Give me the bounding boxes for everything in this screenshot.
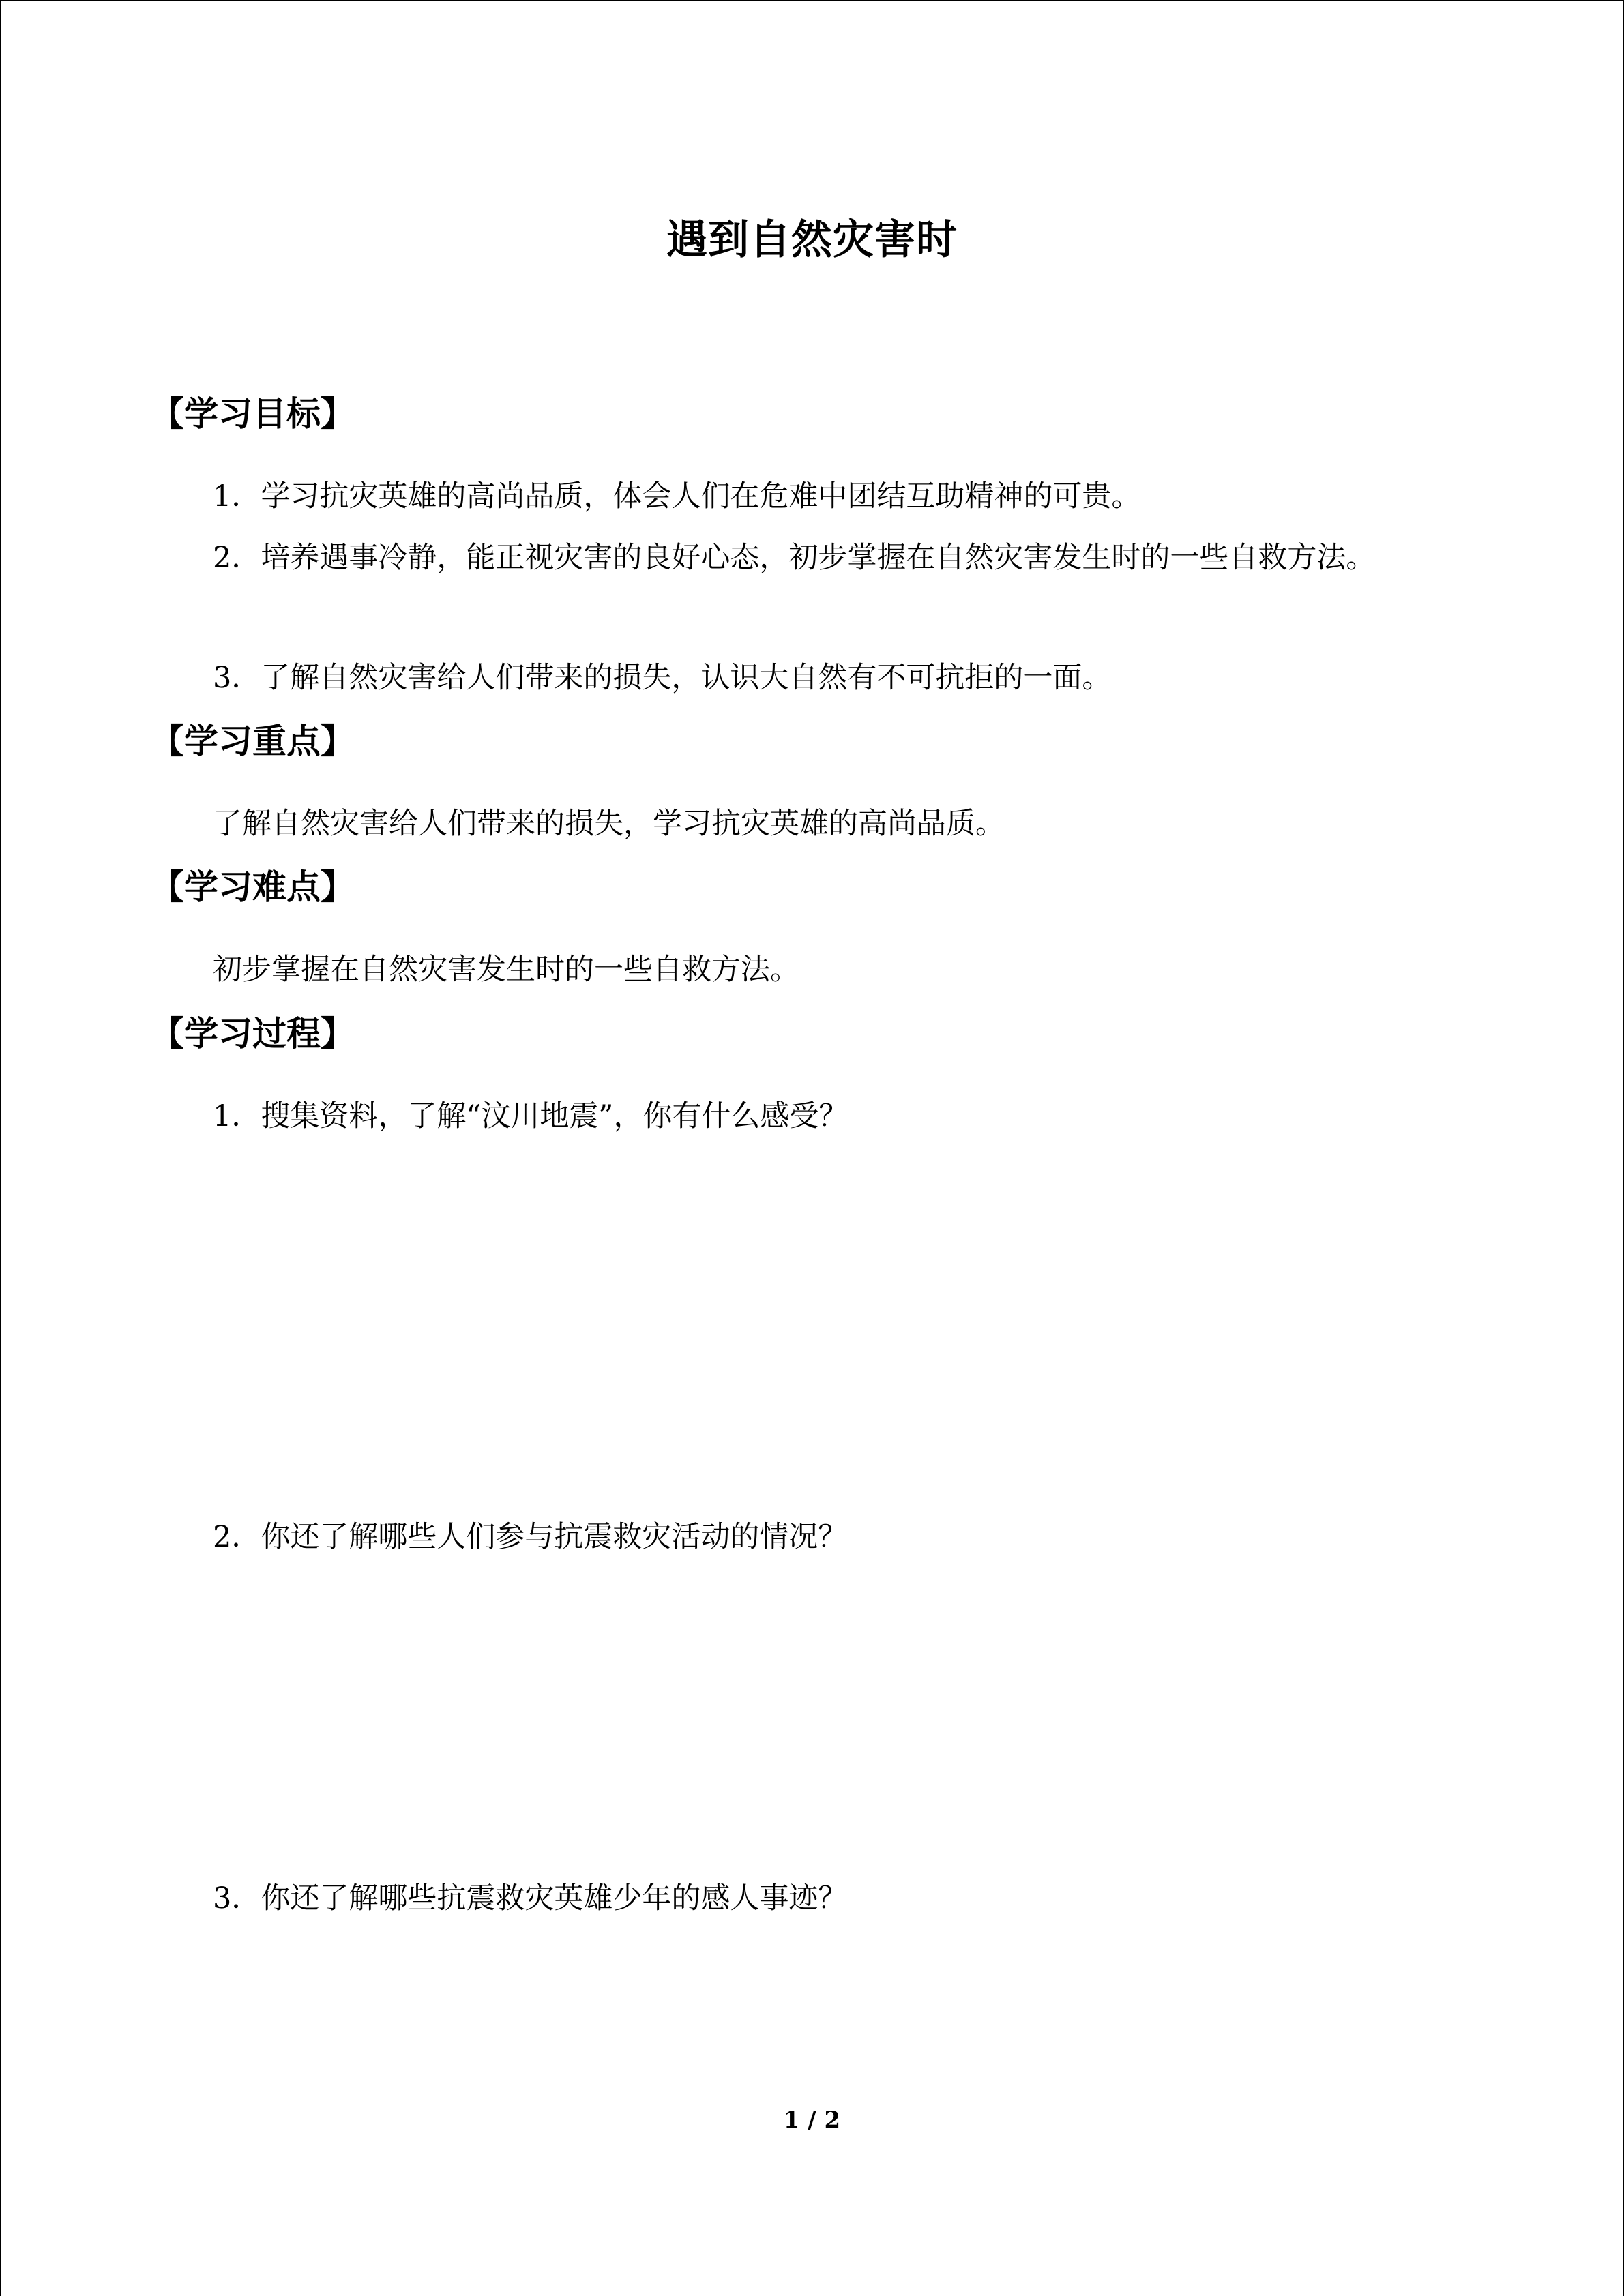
difficulties-text: 初步掌握在自然灾害发生时的一些自救方法。 <box>213 953 799 987</box>
key-points-heading: 【学习重点】 <box>150 721 355 761</box>
difficulties-heading: 【学习难点】 <box>150 867 355 907</box>
page-number: 1 / 2 <box>783 2106 841 2134</box>
process-item-2: 2．你还了解哪些人们参与抗震救灾活动的情况？ <box>213 1520 848 1554</box>
objective-item-3: 3．了解自然灾害给人们带来的损失，认识大自然有不可抗拒的一面。 <box>213 661 1112 695</box>
objective-item-1: 1．学习抗灾英雄的高尚品质，体会人们在危难中团结互助精神的可贵。 <box>213 479 1141 513</box>
process-item-3: 3．你还了解哪些抗震救灾英雄少年的感人事迹？ <box>213 1881 848 1915</box>
process-item-1: 1．搜集资料，了解“汶川地震”，你有什么感受？ <box>213 1099 848 1133</box>
objective-item-2: 2．培养遇事冷静，能正视灾害的良好心态，初步掌握在自然灾害发生时的一些自救方法。 <box>213 541 1376 575</box>
process-heading: 【学习过程】 <box>150 1014 355 1054</box>
key-points-text: 了解自然灾害给人们带来的损失，学习抗灾英雄的高尚品质。 <box>213 807 1005 841</box>
document-title: 遇到自然灾害时 <box>666 216 958 264</box>
objectives-heading: 【学习目标】 <box>150 394 355 434</box>
